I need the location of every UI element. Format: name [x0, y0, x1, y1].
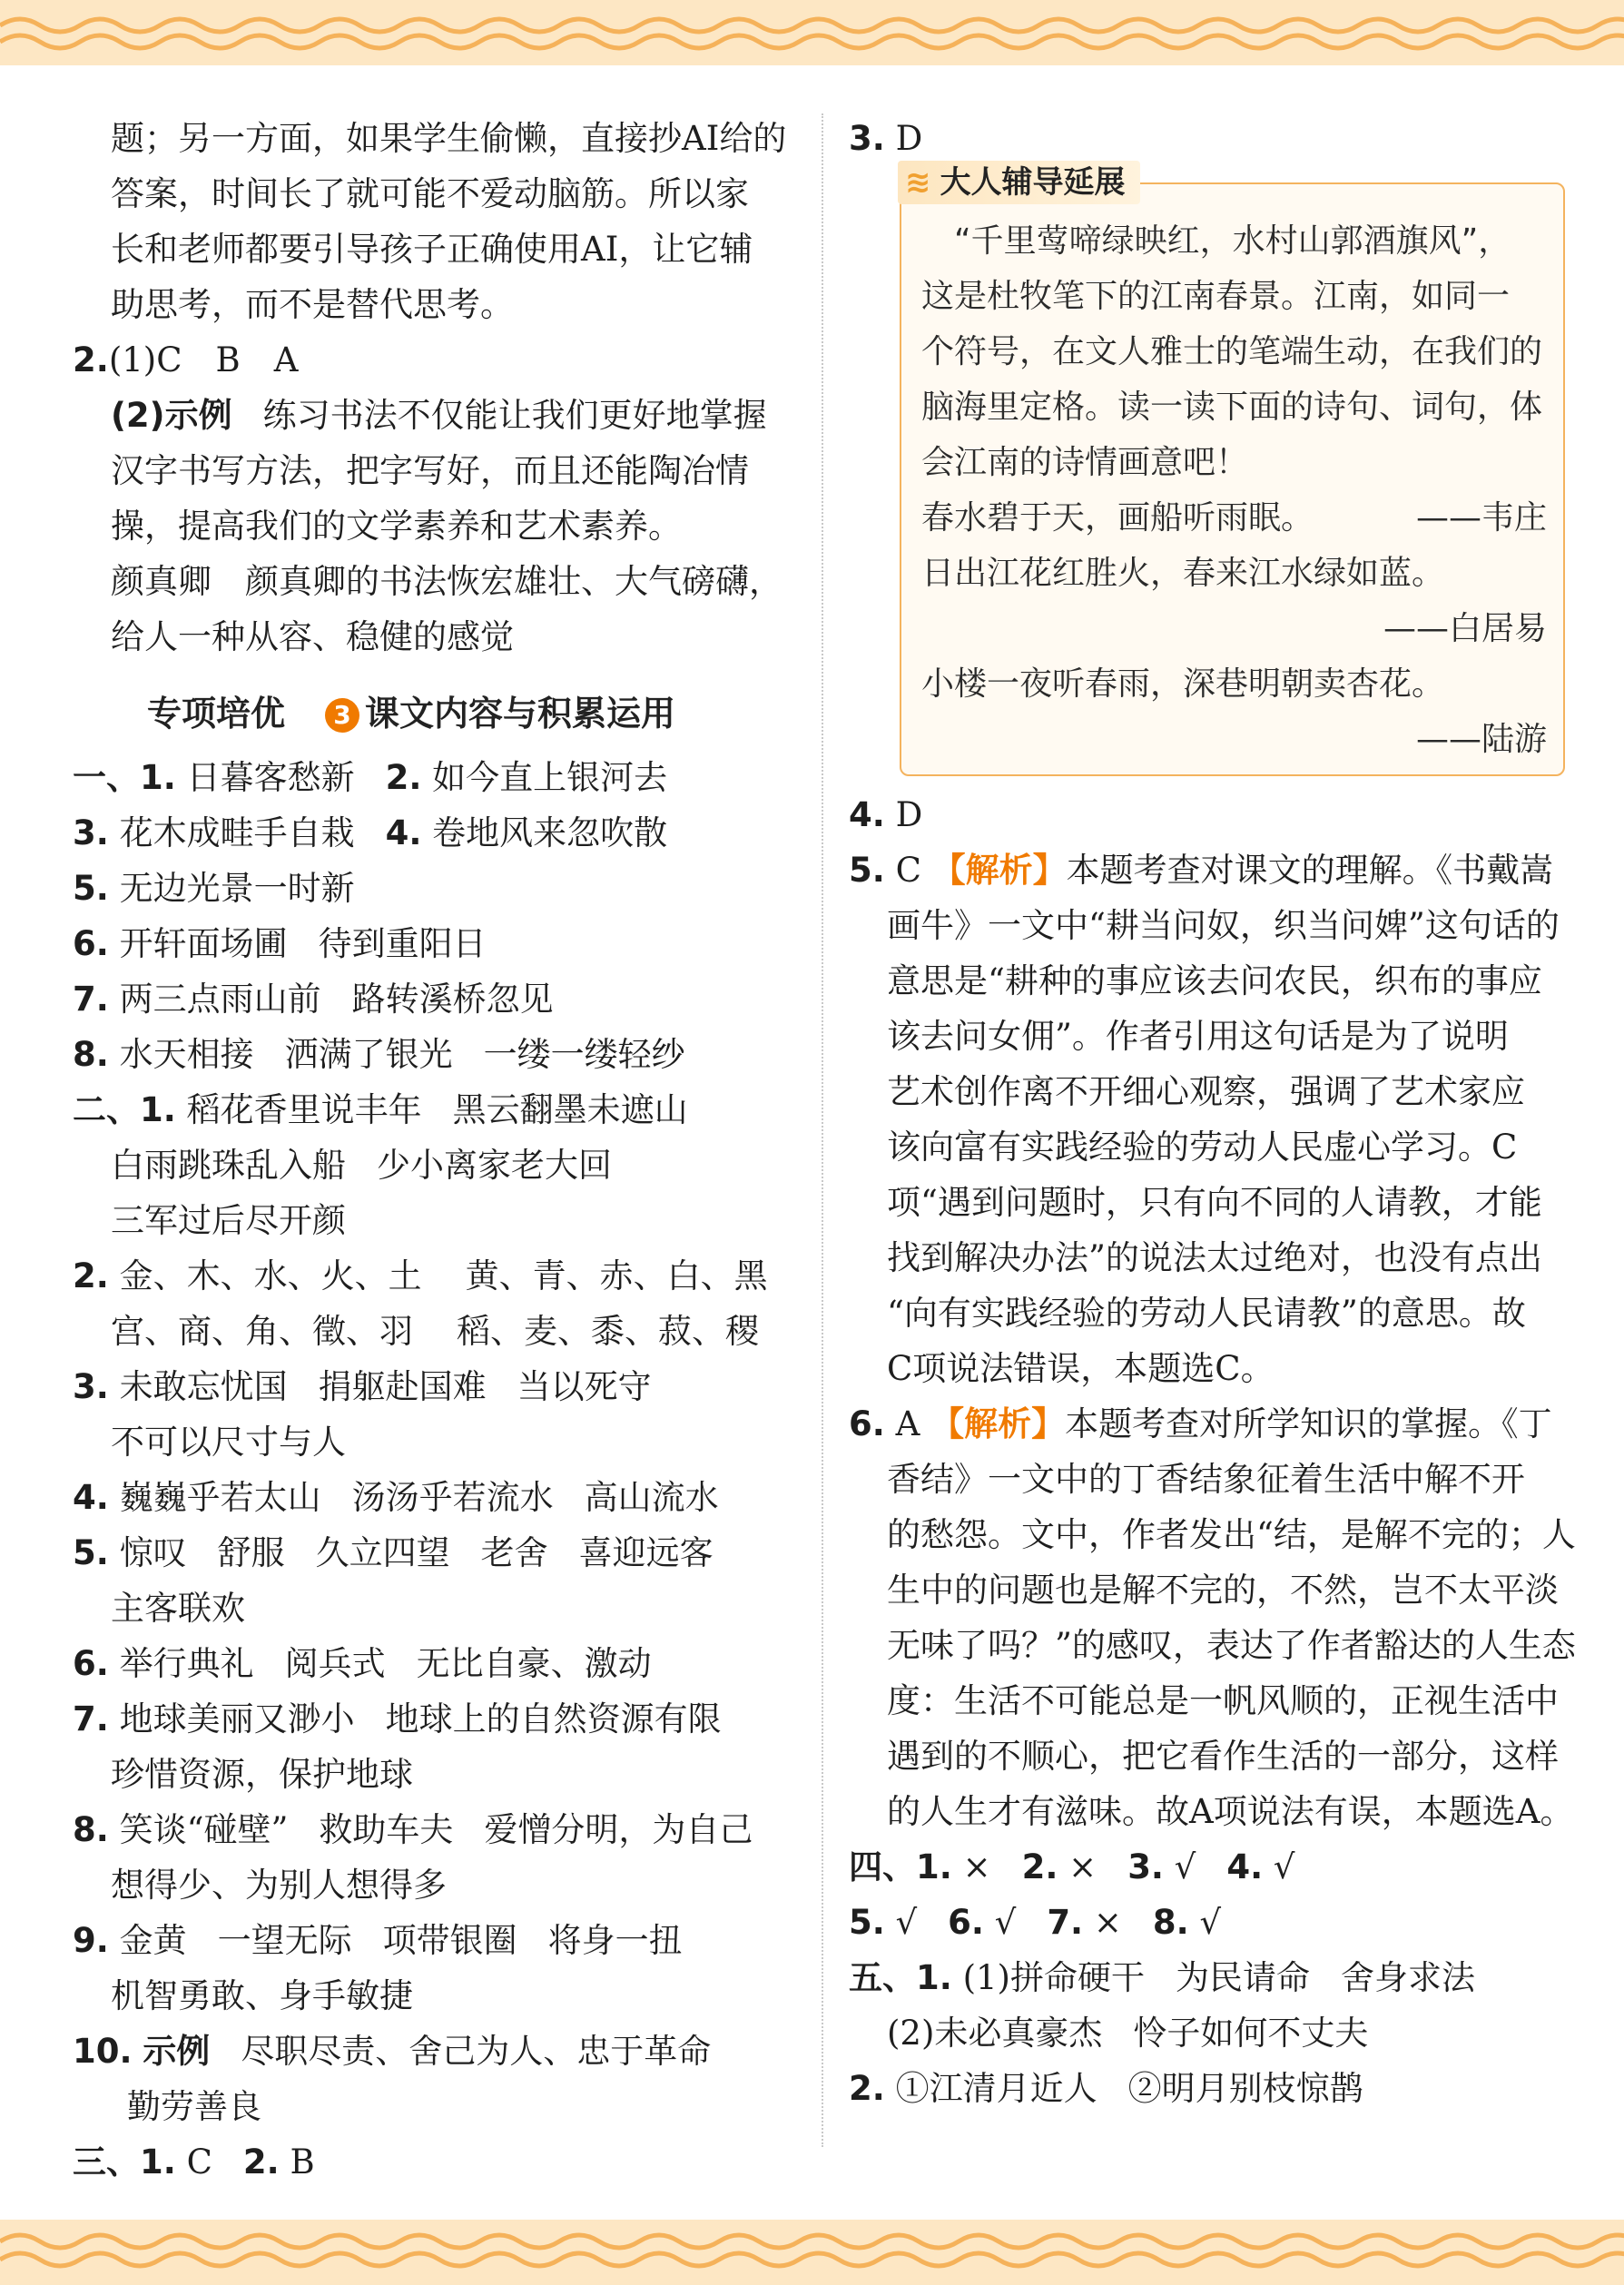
top-wave-border: [0, 0, 1624, 65]
wave-icon: ≋: [905, 164, 931, 201]
text-line: 度：生活不可能总是一帆风顺的，正视生活中: [887, 1681, 1559, 1720]
tutoring-extension-box: [900, 164, 1565, 776]
text-line: 生中的问题也是解不完的，不然，岂不太平淡: [887, 1571, 1559, 1610]
s1-row: 7. 两三点雨山前 路转溪桥忽见: [73, 980, 554, 1019]
answer-2-example: (2)示例 练习书法不仅能让我们更好地掌握: [111, 396, 767, 435]
s2-q3: 3. 未敢忘忧国 捐躯赴国难 当以死守: [73, 1367, 652, 1406]
section-heading: 专项培优 3 课文内容与积累运用: [147, 694, 676, 734]
box-line: 脑海里定格。读一读下面的诗句、词句，体: [921, 389, 1543, 426]
text-line: C项说法错误，本题选C。: [887, 1349, 1275, 1388]
analysis-tag: 【解析】: [931, 851, 1067, 890]
s1-row: 一、1. 日暮客愁新 2. 如今直上银河去: [73, 758, 668, 797]
s2-q5: 5. 惊叹 舒服 久立四望 老舍 喜迎远客: [73, 1533, 714, 1572]
s1-row: 5. 无边光景一时新: [73, 869, 355, 908]
s4-row: 5. √ 6. √ 7. × 8. √: [849, 1903, 1222, 1942]
s2-q9: 9. 金黄 一望无际 项带银圈 将身一扭: [73, 1921, 683, 1960]
s3-row: 三、1. C 2. B: [73, 2142, 315, 2182]
column-divider: [822, 113, 823, 2147]
answer-3: 3. D: [849, 119, 923, 158]
s2-q8: 8. 笑谈“碰壁” 救助车夫 爱憎分明，为自己: [73, 1810, 753, 1849]
text-line: 香结》一文中的丁香结象征着生活中解不开: [887, 1460, 1525, 1499]
answer-5: 5. C 【解析】本题考查对课文的理解。《书戴嵩: [849, 851, 1554, 890]
text-line: 操，提高我们的文学素养和艺术素养。: [111, 507, 682, 546]
section-number-badge: 3: [325, 698, 359, 733]
text-line: “向有实践经验的劳动人民请教”的意思。故: [887, 1294, 1526, 1333]
text-line: 找到解决办法”的说法太过绝对，也没有点出: [887, 1238, 1542, 1277]
s2-q1-cont: 三军过后尽开颜: [111, 1201, 346, 1240]
text-line: 的愁怨。文中，作者发出“结，是解不完的；人: [887, 1515, 1576, 1554]
s2-q7-cont: 珍惜资源，保护地球: [111, 1755, 413, 1794]
left-column: [73, 111, 803, 2190]
text-line: 该向富有实践经验的劳动人民虚心学习。C: [887, 1128, 1518, 1167]
poem-author: ——陆游: [1415, 721, 1547, 758]
box-line: “千里莺啼绿映红，水村山郭酒旗风”，: [921, 222, 1511, 260]
box-line: 个符号，在文人雅士的笔端生动，在我们的: [921, 333, 1543, 370]
answer-2: 2.(1)C B A: [73, 340, 299, 379]
s2-q2-cont: 宫、商、角、徵、羽 稻、麦、黍、菽、稷: [111, 1312, 759, 1351]
s2-q1-cont: 白雨跳珠乱入船 少小离家老大回: [111, 1146, 612, 1185]
answer-4: 4. D: [849, 795, 923, 834]
text-line: 汉字书写方法，把字写好，而且还能陶冶情: [111, 451, 749, 490]
text-line: 给人一种从容、稳健的感觉: [111, 617, 514, 656]
box-title: ≋ 大人辅导延展: [898, 161, 1140, 204]
text-line: 的人生才有滋味。故A项说法有误，本题选A。: [887, 1792, 1574, 1831]
box-line: 这是杜牧笔下的江南春景。江南，如同一: [921, 278, 1511, 315]
bottom-wave-border: [0, 2220, 1624, 2285]
poem-line: 小楼一夜听春雨，深巷明朝卖杏花。: [921, 665, 1445, 703]
text-line: 答案，时间长了就可能不爱动脑筋。所以家: [111, 174, 749, 213]
poem-author: ——白居易: [1383, 610, 1547, 647]
text-line: 题；另一方面，如果学生偷懒，直接抄AI给的: [111, 119, 787, 158]
s5-q2: 2. ①江清月近人 ②明月别枝惊鹊: [849, 2069, 1363, 2108]
text-line: 遇到的不顺心，把它看作生活的一部分，这样: [887, 1737, 1559, 1776]
s2-q5-cont: 主客联欢: [111, 1589, 245, 1628]
s4-row: 四、1. × 2. × 3. √ 4. √: [849, 1847, 1295, 1886]
s2-q4: 4. 巍巍乎若太山 汤汤乎若流水 高山流水: [73, 1478, 719, 1517]
s2-q10: 10. 示例 尽职尽责、舍己为人、忠于革命: [73, 2032, 712, 2071]
s2-q7: 7. 地球美丽又渺小 地球上的自然资源有限: [73, 1699, 722, 1738]
text-line: 长和老师都要引导孩子正确使用AI，让它辅: [111, 230, 753, 269]
text-line: 艺术创作离不开细心观察，强调了艺术家应: [887, 1072, 1525, 1111]
s2-q1: 二、1. 稻花香里说丰年 黑云翻墨未遮山: [73, 1090, 688, 1129]
s1-row: 3. 花木成畦手自栽 4. 卷地风来忽吹散: [73, 813, 668, 852]
text-line: 助思考，而不是替代思考。: [111, 285, 514, 324]
s2-q10-cont: 勤劳善良: [127, 2087, 261, 2126]
answer-6: 6. A 【解析】本题考查对所学知识的掌握。《丁: [849, 1404, 1552, 1443]
poem-line: 春水碧于天，画船听雨眠。 ——韦庄: [921, 499, 1547, 537]
analysis-tag: 【解析】: [930, 1404, 1066, 1443]
s2-q2: 2. 金、木、水、火、土 黄、青、赤、白、黑: [73, 1256, 768, 1295]
s5-q1: 五、1. (1)拼命硬干 为民请命 舍身求法: [849, 1958, 1475, 1997]
text-line: 颜真卿 颜真卿的书法恢宏雄壮、大气磅礴，: [111, 562, 782, 601]
text-line: 无味了吗？”的感叹，表达了作者豁达的人生态: [887, 1626, 1576, 1665]
s5-q1-cont: (2)未必真豪杰 怜子如何不丈夫: [887, 2014, 1369, 2053]
s2-q3-cont: 不可以尺寸与人: [111, 1423, 346, 1462]
text-line: 该去问女佣”。作者引用这句话是为了说明: [887, 1017, 1509, 1056]
s2-q8-cont: 想得少、为别人想得多: [111, 1866, 447, 1905]
poem-line: 日出江花红胜火，春来江水绿如蓝。: [921, 555, 1445, 592]
s2-q9-cont: 机智勇敢、身手敏捷: [111, 1976, 413, 2015]
text-line: 项“遇到问题时，只有向不同的人请教，才能: [887, 1183, 1542, 1222]
s1-row: 6. 开轩面场圃 待到重阳日: [73, 924, 487, 963]
right-column: [849, 111, 1575, 2116]
box-line: 会江南的诗情画意吧！: [921, 444, 1249, 481]
s2-q6: 6. 举行典礼 阅兵式 无比自豪、激动: [73, 1644, 652, 1683]
text-line: 画牛》一文中“耕当问奴，织当问婢”这句话的: [887, 906, 1560, 945]
text-line: 意思是“耕种的事应该去问农民，织布的事应: [887, 961, 1542, 1000]
s1-row: 8. 水天相接 洒满了银光 一缕一缕轻纱: [73, 1035, 685, 1074]
